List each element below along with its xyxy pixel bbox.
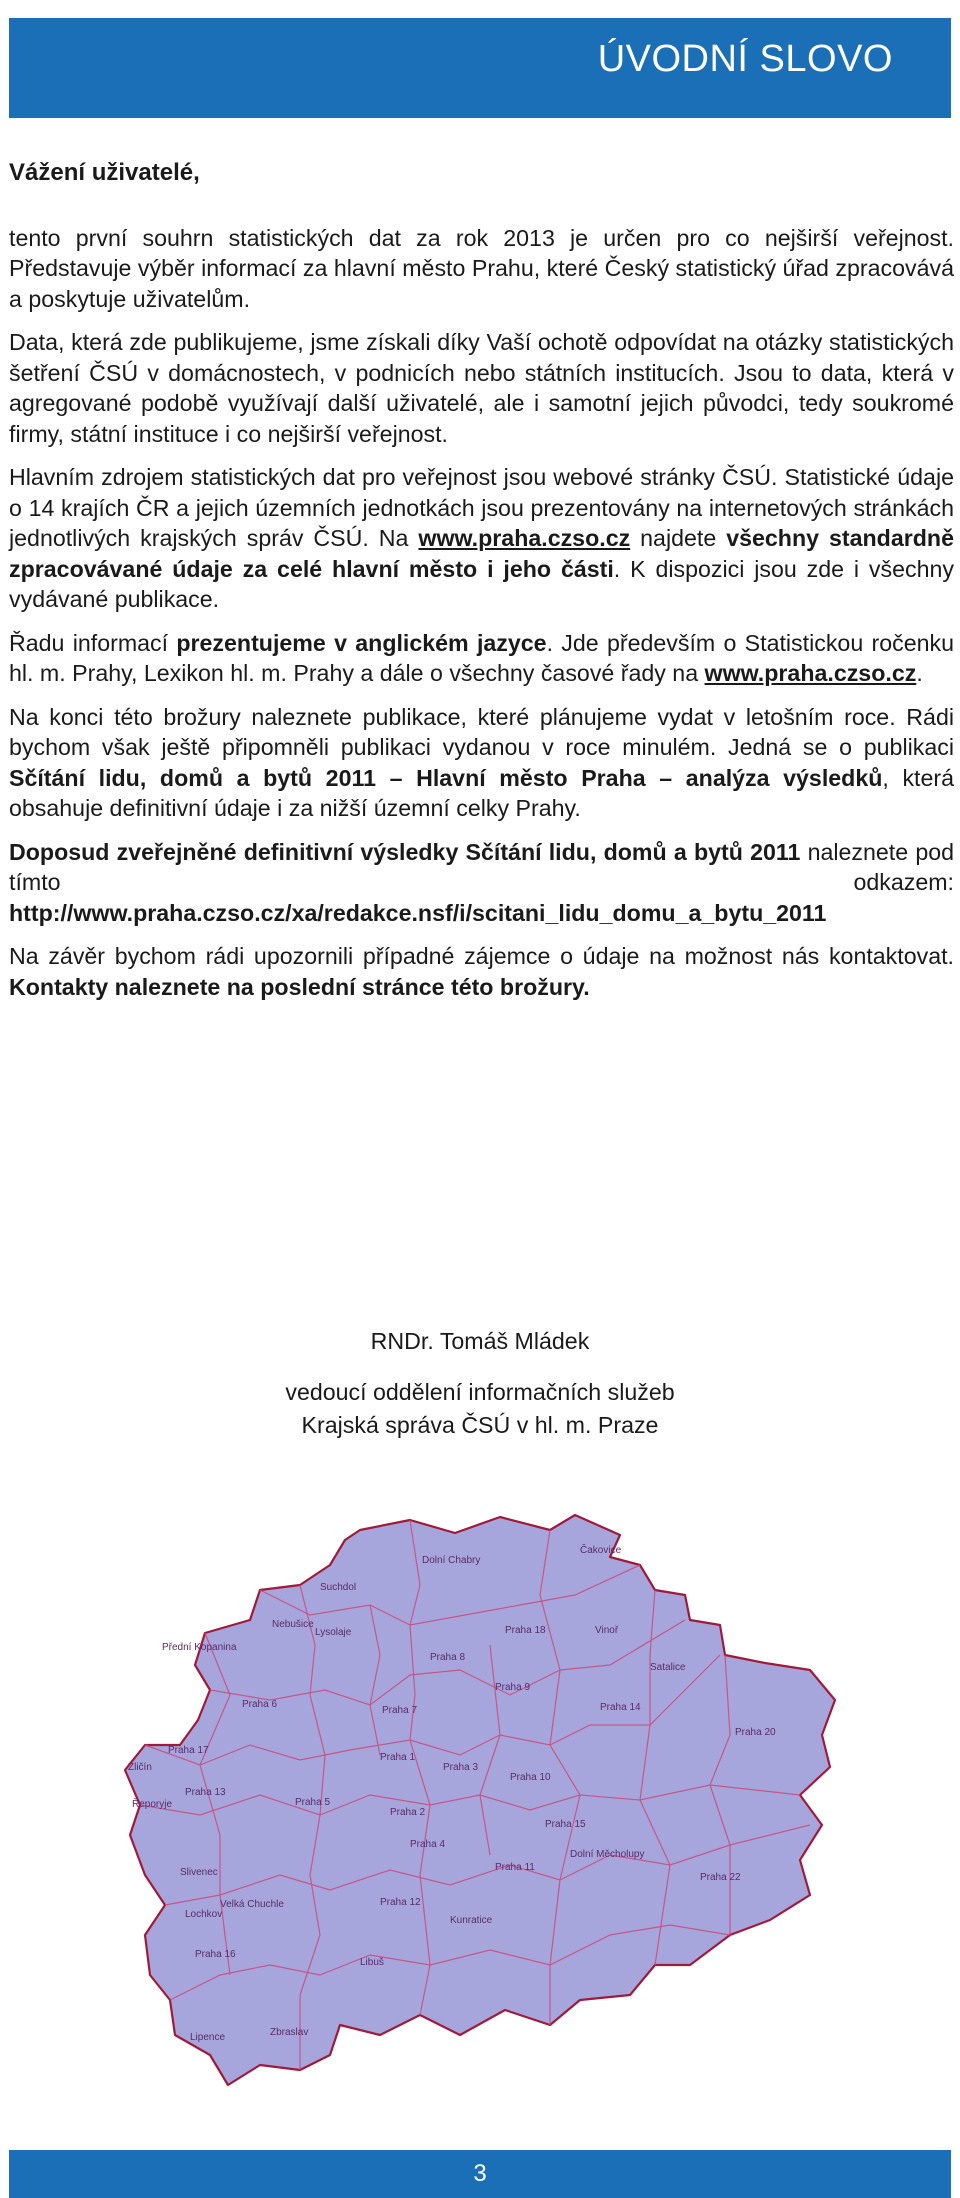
map-label: Zbraslav bbox=[270, 2027, 309, 2038]
paragraph-intro: tento první souhrn statistických dat za rok 2013 je určen pro co nejširší veřejnost. Představuje výběr informací za hlavní město Prahu, které Český statistický úřad zpracovává a poskytuje uživatelům. bbox=[9, 224, 954, 312]
map-label: Řeporyje bbox=[132, 1799, 173, 1810]
map-label: Praha 22 bbox=[700, 1872, 741, 1883]
map-label: Suchdol bbox=[320, 1582, 357, 1593]
map-label: Praha 18 bbox=[505, 1625, 546, 1636]
map-label: Praha 5 bbox=[295, 1797, 331, 1808]
paragraph-contact: Na závěr bychom rádi upozornili případné zájemce o údaje na možnost nás kontaktovat. Kontakty naleznete na poslední stránce této brožury. bbox=[9, 943, 954, 1000]
map-label: Praha 20 bbox=[735, 1727, 776, 1738]
paragraph-publications: Na konci této brožury naleznete publikace, které plánujeme vydat v letošním roce. Rádi bychom však ještě připomněli publikaci vydanou v roce minulém. Jedná se o publikaci Sčítání lidu, domů a bytů 2011 – Hlavní město Praha – analýza výsledků, která obsahuje definitivní údaje i za nižší územní celky Prahy. bbox=[9, 703, 955, 821]
greeting: Vážení uživatelé, bbox=[9, 159, 200, 186]
map-label: Praha 1 bbox=[380, 1752, 416, 1763]
map-label: Praha 2 bbox=[390, 1807, 426, 1818]
census-link[interactable]: http://www.praha.czso.cz/xa/redakce.nsf/i/scitani_lidu_domu_a_bytu_2011 bbox=[9, 899, 827, 926]
map-label: Praha 8 bbox=[430, 1652, 466, 1663]
map-label: Praha 10 bbox=[510, 1772, 551, 1783]
map-label: Praha 7 bbox=[382, 1705, 418, 1716]
map-label: Praha 16 bbox=[195, 1949, 236, 1960]
signature-role: vedoucí oddělení informačních služeb bbox=[285, 1379, 675, 1405]
map-label: Praha 15 bbox=[545, 1819, 586, 1830]
map-label: Praha 3 bbox=[443, 1762, 479, 1773]
page-title: ÚVODNÍ SLOVO bbox=[597, 38, 893, 80]
map-label: Nebušice bbox=[272, 1619, 314, 1630]
map-label: Přední Kopanina bbox=[162, 1642, 237, 1653]
map-label: Praha 4 bbox=[410, 1839, 446, 1850]
main-content bbox=[9, 150, 954, 1015]
map-label: Lochkov bbox=[185, 1909, 223, 1920]
map-label: Praha 13 bbox=[185, 1787, 226, 1798]
map-label: Dolní Chabry bbox=[422, 1555, 481, 1566]
website-link-2[interactable]: www.praha.czso.cz bbox=[704, 660, 917, 686]
map-label: Praha 12 bbox=[380, 1897, 421, 1908]
map-svg bbox=[110, 1495, 840, 2110]
map-label: Kunratice bbox=[450, 1915, 493, 1926]
map-label: Libuš bbox=[360, 1957, 384, 1968]
map-label: Satalice bbox=[650, 1662, 686, 1673]
map-label: Velká Chuchle bbox=[220, 1899, 284, 1910]
map-label: Praha 9 bbox=[495, 1682, 531, 1693]
signature-name: RNDr. Tomáš Mládek bbox=[370, 1328, 590, 1354]
map-label: Vinoř bbox=[595, 1625, 619, 1636]
website-link[interactable]: www.praha.czso.cz bbox=[418, 525, 631, 551]
prague-districts-map bbox=[110, 1495, 840, 2110]
map-label: Dolní Měcholupy bbox=[570, 1849, 645, 1860]
map-label: Praha 11 bbox=[495, 1862, 535, 1873]
header-bar bbox=[9, 18, 951, 118]
footer-bar bbox=[9, 2150, 951, 2198]
signature-block bbox=[0, 1325, 960, 1442]
map-label: Praha 14 bbox=[600, 1702, 641, 1713]
signature-org: Krajská správa ČSÚ v hl. m. Praze bbox=[301, 1412, 659, 1438]
map-label: Lipence bbox=[190, 2032, 226, 2043]
map-label: Zličín bbox=[128, 1762, 152, 1773]
map-label: Lysolaje bbox=[315, 1627, 352, 1638]
map-label: Slivenec bbox=[180, 1867, 218, 1878]
map-label: Praha 17 bbox=[168, 1745, 209, 1756]
paragraph-web: Hlavním zdrojem statistických dat pro veřejnost jsou webové stránky ČSÚ. Statistické údaje o 14 krajích ČR a jejich územních jednotkách jsou prezentovány na internetových stránkách jednotlivých krajských správ ČSÚ. Na www.praha.czso.cz najdete všechny standardně zpracovávané údaje za celé hlavní město i jeho části. K dispozici jsou zde i všechny vydávané publikace. bbox=[9, 464, 954, 612]
page-number: 3 bbox=[473, 2160, 487, 2187]
paragraph-data-sources: Data, která zde publikujeme, jsme získali díky Vaší ochotě odpovídat na otázky statistických šetření ČSÚ v domácnostech, v podnicích nebo státních institucích. Jsou to data, která v agregované podobě využívají další uživatelé, ale i samotní jejich původci, tedy soukromé firmy, státní instituce i co nejširší veřejnost. bbox=[9, 329, 954, 447]
paragraph-english: Řadu informací prezentujeme v anglickém jazyce. Jde především o Statistickou ročenku hl. m. Prahy, Lexikon hl. m. Prahy a dále o všechny časové řady na www.praha.czso.cz. bbox=[9, 629, 954, 686]
paragraph-census: Doposud zveřejněné definitivní výsledky Sčítání lidu, domů a bytů 2011 naleznete pod tímto odkazem: http://www.praha.czso.cz/xa/redakce.nsf/i/scitani_lidu_domu_a_bytu_2011 bbox=[9, 838, 955, 926]
map-label: Praha 6 bbox=[242, 1699, 278, 1710]
map-outline bbox=[125, 1515, 835, 2085]
map-label: Čakovice bbox=[580, 1545, 622, 1556]
